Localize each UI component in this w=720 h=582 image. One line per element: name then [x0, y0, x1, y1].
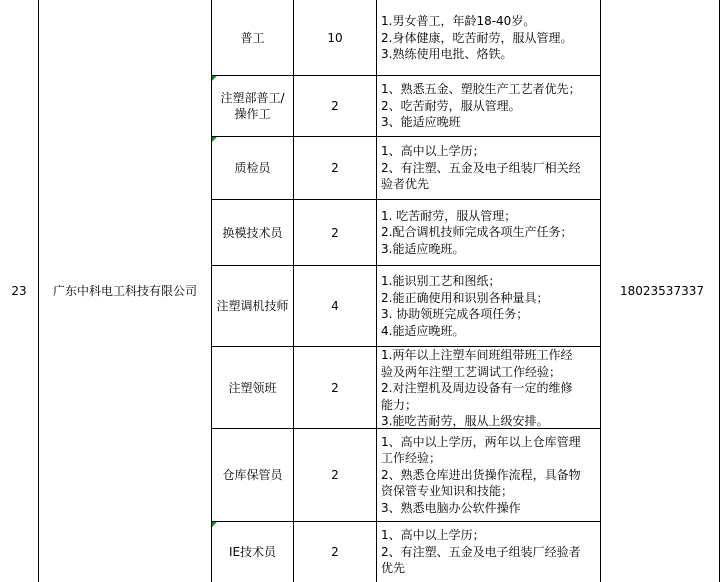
requirement-line: 1、高中以上学历，两年以上仓库管理	[381, 434, 581, 449]
job-title: 注塑部普工/ 操作工	[220, 91, 285, 121]
requirement-line: 3、能适应晚班	[381, 115, 461, 130]
job-title: 注塑领班	[228, 380, 277, 395]
headcount-cell	[294, 429, 376, 521]
requirement-line: 3、熟悉电脑办公软件操作	[381, 500, 521, 515]
requirements-cell	[381, 208, 597, 258]
grid-hline	[211, 265, 601, 266]
requirement-line: 3.能吃苦耐劳，服从上级安排。	[381, 414, 549, 428]
requirement-line: 2、熟悉仓库进出货操作流程，具备物	[381, 467, 581, 482]
requirement-line: 验者优先	[381, 177, 430, 192]
requirement-line: 1. 吃苦耐劳，服从管理；	[381, 208, 517, 223]
grid-vline	[600, 0, 601, 582]
grid-vline	[38, 0, 39, 582]
grid-hline	[211, 75, 601, 76]
phone-number: 18023537337	[620, 284, 704, 298]
headcount-cell	[294, 137, 376, 199]
requirement-line: 1.能识别工艺和图纸；	[381, 274, 501, 288]
requirement-line: 2.能正确使用和识别各种量具；	[381, 290, 549, 305]
requirements-cell	[381, 527, 597, 577]
grid-vline	[376, 0, 377, 582]
requirements-cell	[381, 347, 597, 430]
job-title-cell	[212, 266, 293, 346]
requirement-line: 2.配合调机技师完成各项生产任务；	[381, 225, 573, 240]
requirements-cell	[381, 273, 597, 339]
job-title: 仓库保管员	[222, 468, 283, 482]
headcount-cell	[294, 522, 376, 582]
requirement-line: 3.能适应晚班。	[381, 241, 465, 256]
headcount-cell	[294, 347, 376, 428]
headcount: 2	[331, 99, 339, 113]
job-title-cell	[212, 137, 293, 199]
grid-vline	[211, 0, 212, 582]
requirement-line: 资保管专业知识和技能；	[381, 484, 514, 499]
row-number: 23	[11, 284, 27, 298]
headcount-cell	[294, 1, 376, 75]
requirement-line: 2.身体健康，吃苦耐劳，服从管理。	[381, 30, 573, 45]
company-cell	[39, 0, 211, 582]
requirement-line: 验及两年注塑工艺调试工作经验；	[381, 364, 562, 379]
requirement-line: 2.对注塑机及周边设备有一定的维修	[381, 381, 573, 395]
requirement-line: 优先	[381, 561, 406, 576]
grid-hline	[211, 346, 601, 347]
requirement-line: 1.男女普工，年龄18-40岁。	[381, 14, 536, 29]
job-title-cell	[212, 347, 293, 428]
cell-comment-marker	[212, 76, 217, 81]
requirement-line: 4.能适应晚班。	[381, 323, 465, 338]
headcount: 2	[331, 380, 339, 395]
requirement-line: 1、高中以上学历；	[381, 144, 485, 159]
requirements-cell	[381, 143, 597, 193]
headcount-cell	[294, 76, 376, 136]
job-title: IE技术员	[228, 545, 277, 559]
job-title: 换模技术员	[222, 225, 283, 240]
job-title-cell	[212, 429, 293, 521]
headcount: 2	[331, 225, 339, 240]
requirement-line: 1、高中以上学历；	[381, 528, 485, 543]
grid-hline	[211, 136, 601, 137]
requirements-cell	[381, 13, 597, 63]
job-title-cell	[212, 76, 293, 136]
job-title-cell	[212, 1, 293, 75]
requirement-line: 能力；	[381, 397, 418, 412]
job-title-cell	[212, 200, 293, 265]
headcount: 2	[331, 468, 339, 482]
job-title: 普工	[240, 31, 265, 45]
headcount: 2	[331, 545, 339, 559]
requirements-cell	[381, 434, 597, 517]
requirement-line: 1、熟悉五金、塑胶生产工艺者优先；	[381, 82, 581, 97]
headcount: 4	[331, 299, 339, 313]
job-title: 注塑调机技师	[216, 299, 289, 313]
job-title: 质检员	[234, 161, 271, 175]
job-title-cell	[212, 522, 293, 582]
requirement-line: 2、吃苦耐劳，服从管理。	[381, 98, 521, 113]
requirement-line: 2、有注塑、五金及电子组装厂相关经	[381, 160, 581, 175]
cell-comment-marker	[212, 522, 217, 527]
headcount: 10	[327, 31, 343, 45]
cell-comment-marker	[212, 137, 217, 142]
requirement-line: 1.两年以上注塑车间班组带班工作经	[381, 348, 573, 362]
requirement-line: 3. 协助领班完成各项任务；	[381, 307, 529, 321]
requirements-cell	[381, 81, 597, 131]
requirement-line: 2、有注塑、五金及电子组装厂经验者	[381, 544, 581, 559]
grid-hline	[211, 428, 601, 429]
requirement-line: 3.熟练使用电批、烙铁。	[381, 47, 513, 62]
grid-hline	[211, 199, 601, 200]
headcount-cell	[294, 266, 376, 346]
requirement-line: 工作经验；	[381, 451, 442, 466]
phone-cell	[600, 0, 720, 582]
grid-vline	[293, 0, 294, 582]
company-name: 广东中科电工科技有限公司	[52, 284, 197, 298]
row-number-cell	[0, 0, 38, 582]
grid-hline	[211, 521, 601, 522]
headcount-cell	[294, 200, 376, 265]
headcount: 2	[331, 161, 339, 175]
